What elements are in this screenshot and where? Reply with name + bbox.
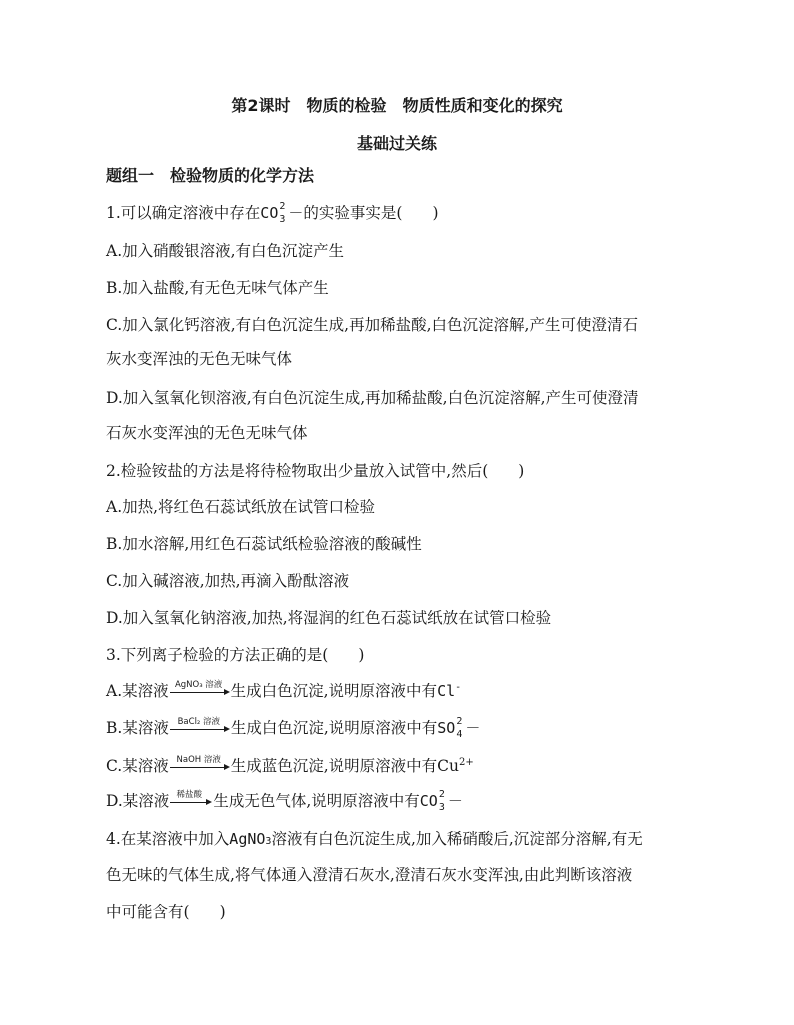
group-heading: 题组一 检验物质的化学方法 — [106, 166, 315, 185]
lesson-topic-1: 物质的检验 — [306, 96, 387, 115]
carbonate-ion: CO 2 3 － — [419, 789, 463, 813]
question-1-option-b: B.加入盐酸,有无色无味气体产生 — [106, 279, 329, 297]
lesson-topic-2: 物质性质和变化的探究 — [402, 96, 563, 115]
reagent-label: BaCl₂ 溶液 — [177, 717, 221, 727]
question-1-stem: 1.可以确定溶液中存在CO 2 3 －的实验事实是( ) — [106, 201, 439, 225]
question-2-option-a: A.加热,将红色石蕊试纸放在试管口检验 — [106, 498, 376, 516]
lesson-title — [0, 93, 794, 116]
sulfate-ion: SO 2 4 － — [437, 716, 481, 740]
section-subtitle: 基础过关练 — [356, 134, 437, 153]
chloride-ion: Cl- — [437, 682, 462, 700]
question-2-option-d: D.加入氢氧化钠溶液,加热,将湿润的红色石蕊试纸放在试管口检验 — [106, 609, 552, 627]
question-4-stem-line1: 4.在某溶液中加入AgNO$_3$溶液有白色沉淀生成,加入稀硝酸后,沉淀部分溶解,有无 — [106, 830, 643, 848]
reaction-arrow — [169, 718, 231, 738]
reagent-label: NaOH 溶液 — [176, 755, 221, 765]
question-1-option-c-line2: 灰水变浑浊的无色无味气体 — [106, 350, 293, 368]
question-4-stem-line2: 色无味的气体生成,将气体通入澄清石灰水,澄清石灰水变浑浊,由此判断该溶液 — [106, 866, 633, 884]
silver-nitrate-formula: AgNO$_3$ — [229, 830, 272, 848]
question-3-option-d: D.某溶液 稀盐酸 生成无色气体,说明原溶液中有CO 2 3 － — [106, 789, 463, 813]
question-1-option-c-line1: C.加入氯化钙溶液,有白色沉淀生成,再加稀盐酸,白色沉淀溶解,产生可使澄清石 — [106, 316, 638, 334]
question-3-option-a: A.某溶液 AgNO₃ 溶液 生成白色沉淀,说明原溶液中有Cl- — [106, 680, 462, 700]
question-2-option-b: B.加水溶解,用红色石蕊试纸检验溶液的酸碱性 — [106, 535, 422, 553]
question-3-stem: 3.下列离子检验的方法正确的是( ) — [106, 646, 365, 664]
reaction-arrow — [169, 791, 213, 811]
question-3-option-b: B.某溶液 BaCl₂ 溶液 生成白色沉淀,说明原溶液中有SO 2 4 － — [106, 716, 481, 740]
reaction-arrow — [169, 756, 231, 776]
reaction-arrow — [169, 681, 231, 701]
question-2-option-c: C.加入碱溶液,加热,再滴入酚酞溶液 — [106, 572, 350, 590]
question-1-option-d-line1: D.加入氢氧化钡溶液,有白色沉淀生成,再加稀盐酸,白色沉淀溶解,产生可使澄清 — [106, 389, 639, 407]
question-1-option-d-line2: 石灰水变浑浊的无色无味气体 — [106, 424, 308, 442]
carbonate-ion: CO 2 3 － — [260, 201, 304, 225]
question-3-option-c: C.某溶液 NaOH 溶液 生成蓝色沉淀,说明原溶液中有$Cu^{2+}$ — [106, 755, 474, 775]
question-2-stem: 2.检验铵盐的方法是将待检物取出少量放入试管中,然后( ) — [106, 462, 525, 480]
question-1-option-a: A.加入硝酸银溶液,有白色沉淀产生 — [106, 242, 345, 260]
copper-ion: $Cu^{2+}$ — [437, 757, 474, 775]
reagent-label: AgNO₃ 溶液 — [174, 680, 223, 690]
lesson-number: 第2课时 — [231, 96, 291, 115]
question-4-stem-line3: 中可能含有( ) — [106, 903, 226, 921]
reagent-label: 稀盐酸 — [176, 790, 203, 800]
